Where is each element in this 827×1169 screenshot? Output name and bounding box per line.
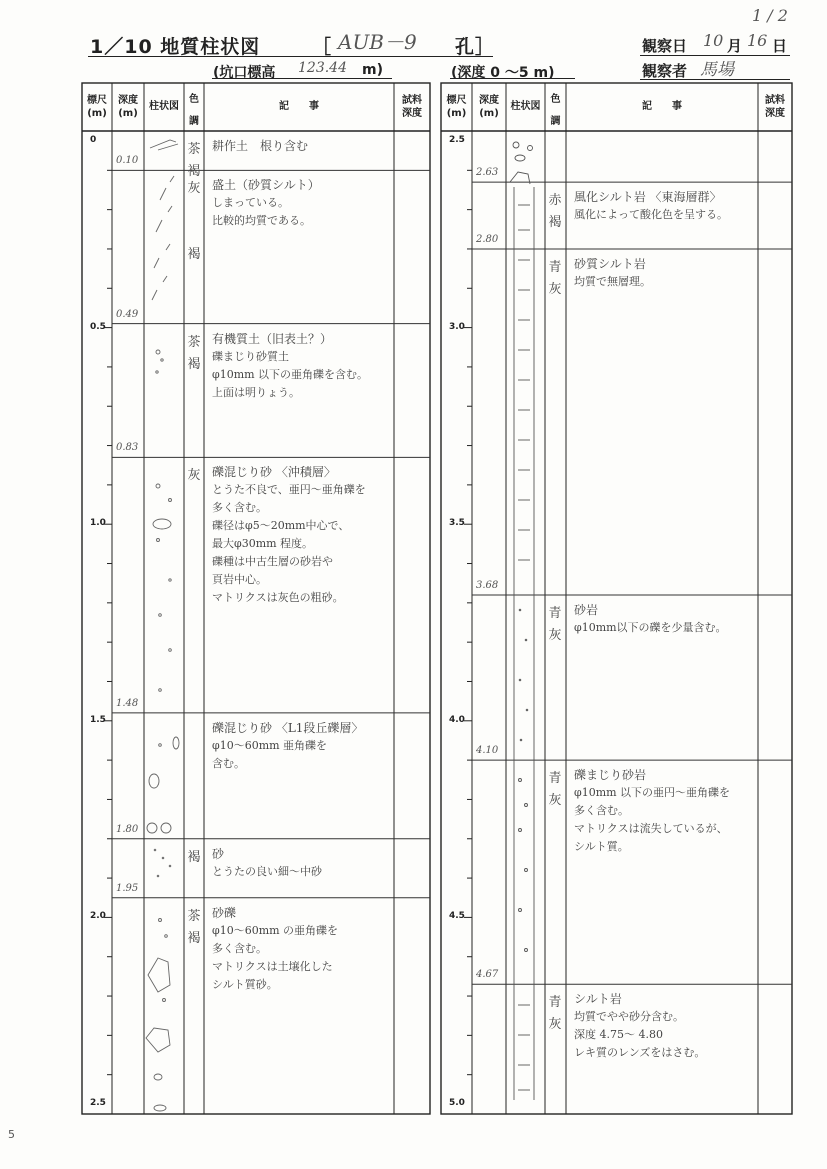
scale-label: 2.0	[90, 911, 106, 922]
description-line: 風化によって酸化色を呈する。	[574, 208, 728, 222]
scale-label: 1.0	[90, 518, 106, 529]
layer-color-char: 赤	[548, 193, 562, 209]
right-color-header: 色 調	[550, 94, 561, 127]
description-line: 含む。	[212, 756, 245, 770]
collar-label: (坑口標高	[213, 65, 276, 81]
description-line: 砂礫	[212, 905, 237, 920]
layer-color-char: 灰	[548, 627, 562, 643]
description-line: とうた不良で、亜円～亜角礫を	[212, 483, 366, 497]
layer-color	[546, 994, 564, 1038]
layer-color-char: 褐	[548, 215, 562, 231]
collar-value: 123.44	[298, 60, 347, 76]
left-desc-header: 記 事	[279, 101, 319, 112]
layer-color-char: 褐	[187, 247, 201, 263]
layer-color	[546, 605, 564, 649]
obs-month-unit: 月	[727, 37, 743, 55]
scale-label: 2.5	[449, 135, 465, 145]
layer-color	[546, 259, 564, 303]
left-depth-header: 深度 (m)	[118, 95, 138, 119]
description-line: 盛土（砂質シルト）	[212, 178, 320, 193]
description-line: 砂岩	[574, 602, 599, 617]
scale-label: 0.5	[90, 321, 106, 332]
layer-color-char: 青	[548, 771, 562, 787]
layer-color-char: 灰	[187, 468, 201, 484]
scale-label: 3.0	[449, 321, 465, 332]
description-line: φ10mm 以下の亜角礫を含む。	[212, 367, 369, 381]
right-sample-header: 試料 深度	[765, 95, 785, 119]
left-column-header: 柱状図	[149, 101, 179, 112]
description-line: 比較的均質である。	[212, 214, 311, 228]
layer-color-char: 茶	[187, 334, 201, 350]
description-line: 礫種は中古生層の砂岩や	[212, 555, 333, 569]
left-color-header: 色 調	[189, 94, 199, 127]
right-depth-header: 深度 (m)	[479, 95, 499, 119]
description-line: 多く含む。	[212, 941, 267, 955]
description-line: 耕作土 根り含む	[212, 139, 309, 153]
description-line: 多く含む。	[574, 804, 629, 818]
right-column-patterns	[510, 142, 534, 1100]
layer-color-char: 灰	[548, 1017, 562, 1033]
observer-label: 観察者	[642, 62, 688, 80]
obs-date-label: 観察日	[642, 37, 688, 55]
layer-depth-value: 0.10	[116, 155, 139, 167]
description-line: マトリクスは流失しているが、	[574, 822, 728, 836]
layer-description	[212, 904, 390, 994]
right-column-header: 柱状図	[510, 101, 541, 112]
description-line: 深度 4.75～ 4.80	[574, 1028, 663, 1042]
layer-color	[185, 467, 203, 489]
scale-label: 0	[90, 135, 97, 145]
hole-id: AUB－9	[338, 30, 417, 54]
right-desc-header: 記 事	[642, 101, 682, 112]
obs-month: 10	[703, 31, 724, 50]
layer-color	[185, 849, 203, 871]
layer-description	[574, 601, 754, 637]
layer-color-char: 青	[548, 995, 562, 1011]
layer-color-char: 茶	[187, 142, 201, 157]
depth-range: (深度 0 ～5 m)	[451, 65, 555, 81]
description-line: 礫まじり砂岩	[574, 768, 647, 783]
layer-depth-value: 3.68	[476, 579, 499, 591]
layer-color-char: 褐	[187, 164, 201, 179]
description-line: シルト質。	[574, 840, 629, 854]
description-line: 礫径はφ5～20mm中心で、	[212, 519, 350, 533]
description-line: φ10mm以下の礫を少量含む。	[574, 620, 727, 634]
description-line: 均質で無層理。	[574, 274, 651, 288]
description-line: 上面は明りょう。	[212, 385, 300, 399]
layer-color-char: 灰	[548, 281, 562, 297]
description-line: とうたの良い細～中砂	[212, 864, 322, 878]
description-line: 礫混じり砂 〈L1段丘礫層〉	[212, 720, 364, 735]
layer-description	[574, 255, 754, 291]
description-line: シルト岩	[574, 992, 622, 1007]
layer-depth-value: 1.95	[116, 882, 139, 894]
layer-color-char: 灰	[187, 181, 201, 197]
description-line: レキ質のレンズをはさむ。	[574, 1046, 706, 1060]
layer-depth-value: 2.80	[476, 233, 499, 245]
description-line: しまっている。	[212, 196, 289, 210]
description-line: φ10～60mm の亜角礫を	[212, 923, 339, 937]
layer-color	[185, 180, 203, 268]
description-line: 砂	[212, 846, 225, 861]
layer-color	[546, 770, 564, 814]
description-line: 最大φ30mm 程度。	[212, 537, 314, 551]
description-line: 砂質シルト岩	[574, 256, 646, 271]
layer-description	[212, 137, 390, 155]
scale-label: 3.5	[449, 518, 465, 529]
layer-color-char: 灰	[548, 793, 562, 809]
description-line: マトリクスは土壌化した	[212, 959, 333, 973]
description-line: 頁岩中心。	[212, 573, 267, 587]
layer-color-char: 青	[548, 259, 562, 275]
description-line: マトリクスは灰色の粗砂。	[212, 591, 344, 605]
scale-label: 2.5	[90, 1098, 106, 1108]
scale-label: 4.0	[449, 714, 465, 725]
layer-color-char: 茶	[187, 908, 201, 924]
description-line: 礫混じり砂 〈沖積層〉	[212, 465, 336, 480]
layer-depth-value: 2.63	[476, 167, 499, 179]
layer-description	[212, 176, 390, 230]
layer-color	[185, 908, 203, 952]
description-line: φ10mm 以下の亜円～亜角礫を	[574, 786, 731, 800]
layer-description	[212, 719, 390, 773]
layer-depth-value: 4.67	[476, 969, 499, 981]
left-scale-header: 標尺 (m)	[87, 95, 107, 119]
hole-suffix: 孔］	[455, 36, 496, 58]
left-sample-header: 試料 深度	[402, 95, 422, 119]
description-line: 有機質土（旧表土？）	[212, 331, 333, 346]
layer-color-char: 褐	[187, 930, 201, 946]
page-number: 1 / 2	[752, 6, 788, 25]
layer-description	[212, 845, 390, 881]
layer-depth-value: 1.48	[116, 697, 139, 709]
description-line: φ10～60mm 亜角礫を	[212, 738, 328, 752]
description-line: 多く含む。	[212, 501, 267, 515]
layer-description	[574, 990, 754, 1062]
obs-day-unit: 日	[772, 37, 788, 55]
layer-description	[574, 766, 754, 856]
layer-color-char	[185, 202, 203, 246]
layer-color-char: 褐	[187, 849, 201, 865]
layer-color	[546, 192, 564, 236]
layer-depth-value: 1.80	[116, 823, 139, 835]
description-line: 風化シルト岩 〈東海層群〉	[574, 190, 722, 205]
observer-name: 馬場	[700, 60, 734, 80]
layer-color-char: 褐	[187, 356, 201, 372]
description-line: 礫まじり砂質土	[212, 349, 289, 363]
layer-description	[574, 188, 754, 224]
left-column-patterns	[146, 140, 179, 1111]
layer-description	[212, 330, 390, 402]
obs-day: 16	[747, 31, 768, 50]
layer-color	[185, 334, 203, 378]
description-line: シルト質砂。	[212, 977, 278, 991]
collar-unit: m)	[362, 62, 383, 78]
right-scale-header: 標尺 (m)	[446, 95, 467, 119]
layer-description	[212, 463, 390, 607]
page-title: 1／10 地質柱状図	[90, 36, 261, 58]
layer-color-char: 青	[548, 605, 562, 621]
scale-label: 4.5	[449, 911, 465, 922]
footer-mark: 5	[8, 1128, 15, 1141]
layer-depth-value: 4.10	[476, 745, 499, 757]
layer-color	[185, 141, 203, 185]
layer-depth-value: 0.49	[116, 308, 139, 320]
hole-bracket-open: ［	[312, 36, 333, 58]
layer-depth-value: 0.83	[116, 442, 139, 454]
scale-label: 1.5	[90, 714, 106, 725]
description-line: 均質でやや砂分含む。	[574, 1010, 684, 1024]
scale-label: 5.0	[449, 1098, 465, 1108]
